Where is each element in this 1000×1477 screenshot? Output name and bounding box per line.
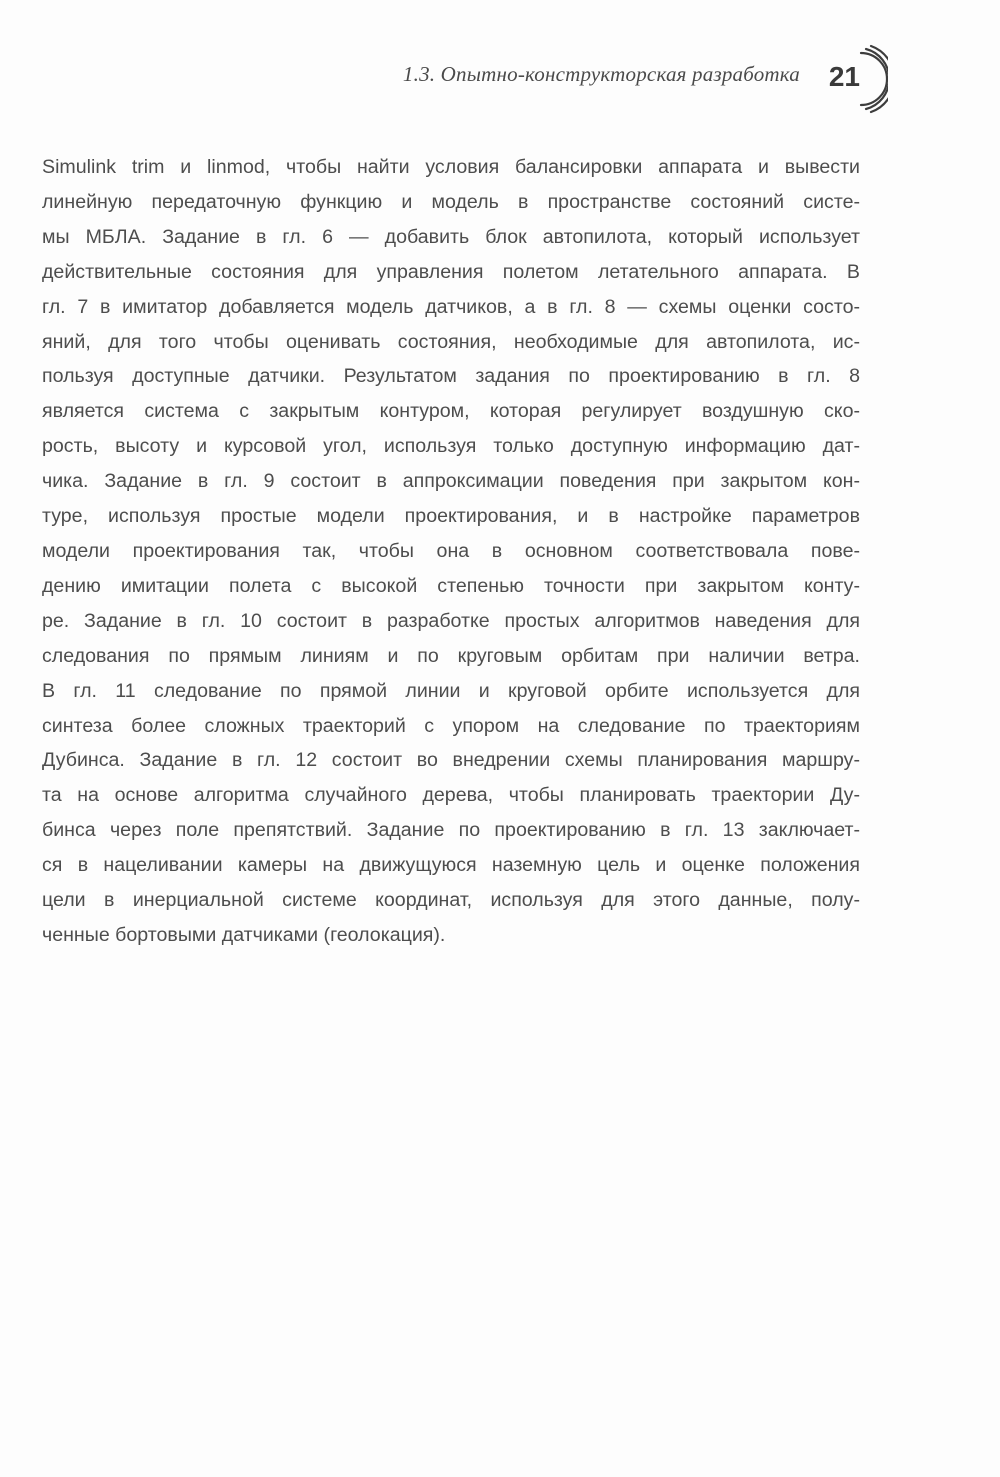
text-line: рость, высоту и курсовой угол, используя только доступную информацию дат- [42,435,860,458]
running-head: 1.3. Опытно-конструкторская разработка [402,62,800,86]
text-line: гл. 7 в имитатор добавляется модель датчиков, а в гл. 8 — схемы оценки состо- [42,295,860,318]
text-line: синтеза более сложных траекторий с упором на следование по траекториям [42,714,860,737]
text-line: цели в инерциальной системе координат, используя для этого данные, полу- [42,889,860,912]
text-line: действительные состояния для управления полетом летательного аппарата. В [42,260,860,283]
text-line: следования по прямым линиям и по круговым орбитам при наличии ветра. [42,644,860,667]
text-line: яний, для того чтобы оценивать состояния, необходимые для автопилота, ис- [42,330,860,353]
text-line: модели проектирования так, чтобы она в основном соответствовала пове- [42,539,860,562]
text-line: пользуя доступные датчики. Результатом задания по проектированию в гл. 8 [42,365,860,388]
text-line: бинса через поле препятствий. Задание по проектированию в гл. 13 заключает- [42,819,860,842]
text-line: туре, используя простые модели проектирования, и в настройке параметров [42,505,860,528]
text-line: Simulink trim и linmod, чтобы найти условия балансировки аппарата и вывести [42,156,860,178]
text-line: чика. Задание в гл. 9 состоит в аппроксимации поведения при закрытом кон- [42,470,860,493]
text-line: ся в нацеливании камеры на движущуюся наземную цель и оценке положения [42,854,860,877]
text-line: линейную передаточную функцию и модель в пространстве состояний систе- [42,190,860,213]
body-paragraph [42,150,860,953]
text-line: В гл. 11 следование по прямой линии и круговой орбите используется для [42,679,860,702]
text-line: мы МБЛА. Задание в гл. 6 — добавить блок автопилота, который использует [42,225,860,248]
text-line: является система с закрытым контуром, которая регулирует воздушную ско- [42,400,860,423]
text-line: ре. Задание в гл. 10 состоит в разработке простых алгоритмов наведения для [42,609,860,632]
text-line: ченные бортовыми датчиками (геолокация). [42,923,446,946]
text-line: Дубинса. Задание в гл. 12 состоит во внедрении схемы планирования маршру- [42,749,860,772]
text-line: та на основе алгоритма случайного дерева, чтобы планировать траектории Ду- [42,784,860,807]
text-line: дению имитации полета с высокой степенью точности при закрытом конту- [42,574,860,597]
page-number: 21 [828,61,860,92]
